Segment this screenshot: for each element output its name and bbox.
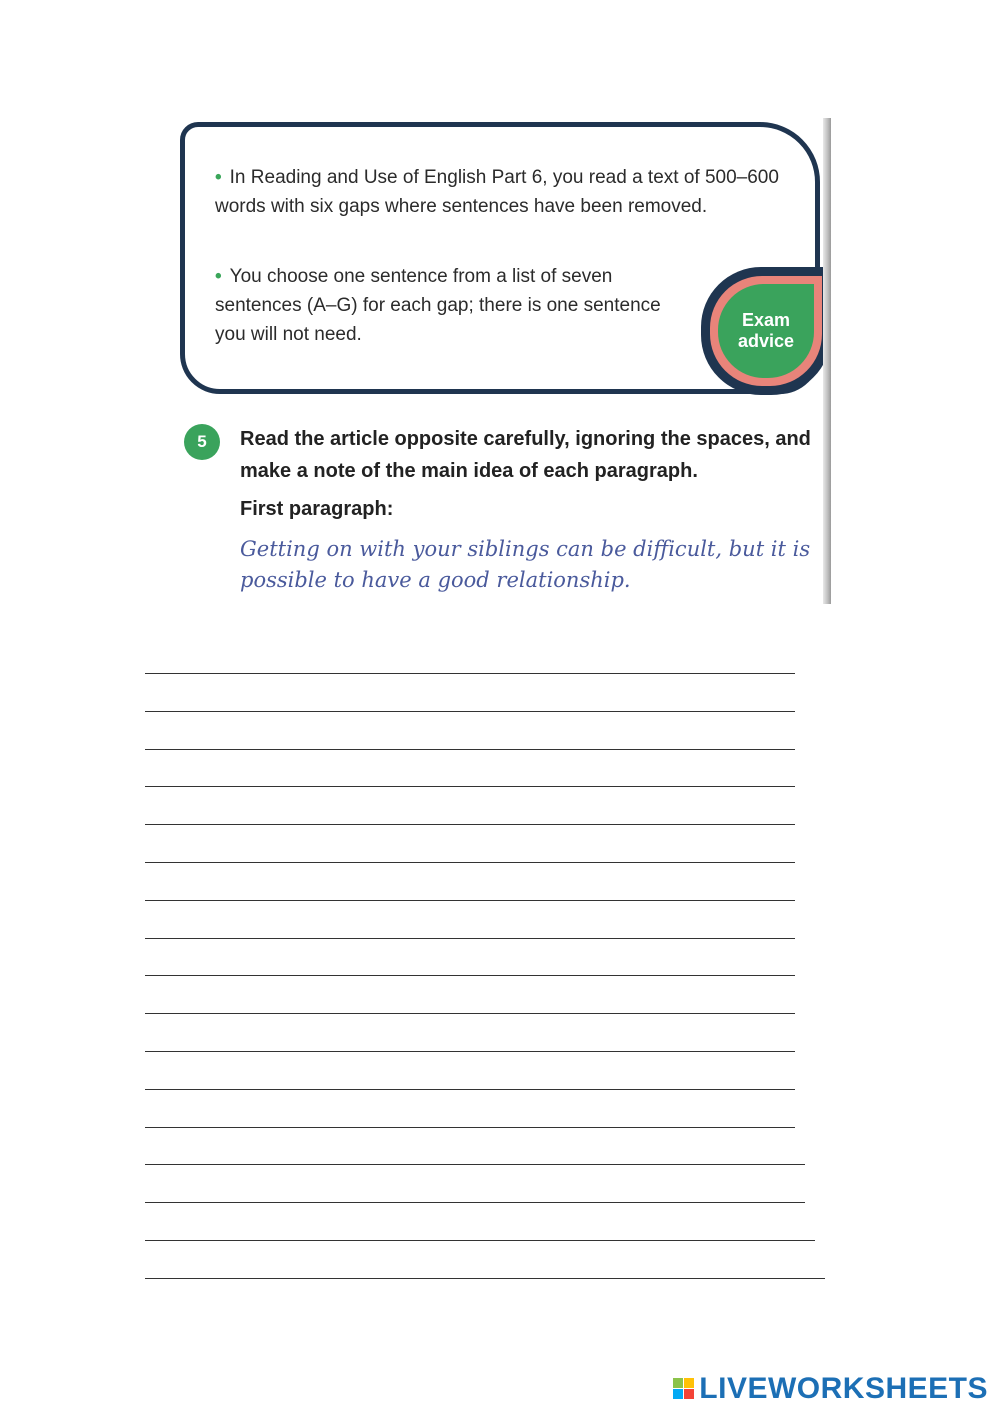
task-instruction: Read the article opposite carefully, ignoring the spaces, and make a note of the main idea of each paragraph. [240,428,811,482]
answer-line[interactable] [145,824,795,825]
answer-line[interactable] [145,1164,805,1165]
answer-line[interactable] [145,749,795,750]
paragraph-heading: First paragraph: [240,498,394,520]
badge-label-line-2: advice [737,331,795,351]
badge-label-line-1: Exam [741,310,791,330]
advice-bullet-1: • In Reading and Use of English Part 6, you read a text of 500–600 words with six gaps where sentences have been removed. [215,167,779,217]
answer-line[interactable] [145,1127,795,1128]
exam-advice-box [180,122,820,394]
answer-line[interactable] [145,1013,795,1014]
answer-line[interactable] [145,938,795,939]
answer-line[interactable] [145,711,795,712]
answer-line[interactable] [145,975,795,976]
bullet-dot-icon: • [215,167,222,188]
answer-line[interactable] [145,1051,795,1052]
exam-advice-badge [701,267,831,395]
book-page-edge [823,118,831,604]
answer-line[interactable] [145,673,795,674]
liveworksheets-logo [673,1372,988,1406]
brand-name: LIVEWORKSHEETS [699,1372,988,1405]
answer-line[interactable] [145,786,795,787]
answer-line[interactable] [145,1202,805,1203]
bullet-dot-icon: • [215,266,222,287]
answer-line[interactable] [145,900,795,901]
answer-line[interactable] [145,1089,795,1090]
example-answer: Getting on with your siblings can be difficult, but it is possible to have a good relationship. [240,537,811,592]
answer-line[interactable] [145,862,795,863]
liveworksheets-logo-icon [673,1378,695,1400]
answer-line[interactable] [145,1240,815,1241]
task-number-badge: 5 [184,424,220,460]
advice-bullet-2: • You choose one sentence from a list of seven sentences (A–G) for each gap; there is one sentence you will not need. [215,266,661,345]
textbook-excerpt [176,118,831,604]
answer-line[interactable] [145,1278,825,1279]
